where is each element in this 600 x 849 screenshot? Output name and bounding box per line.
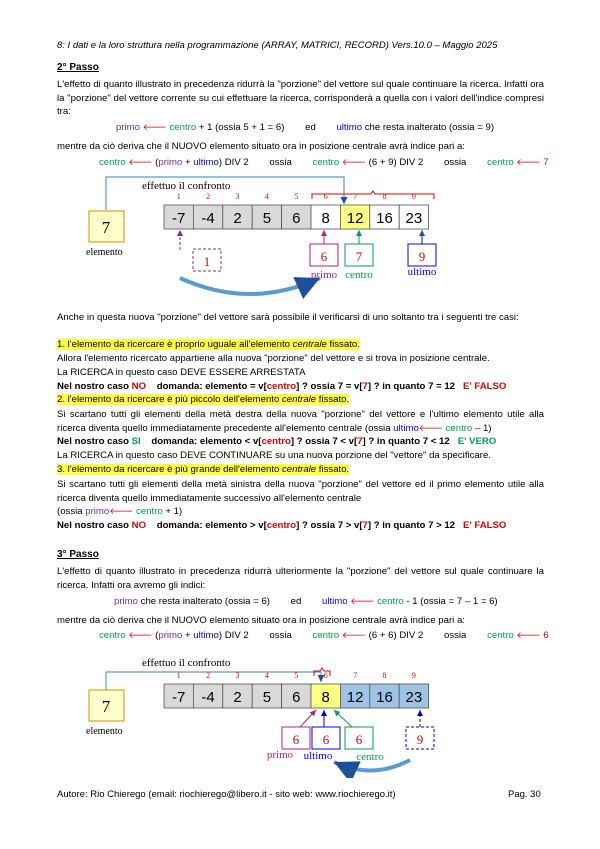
array-value: 6: [292, 210, 301, 227]
array: [164, 671, 429, 708]
array-value: 12: [346, 210, 364, 227]
compare-label: effettuo il confronto: [142, 180, 231, 192]
case3-text2: (ossia primo🡐 centro + 1): [57, 506, 183, 517]
step2-formula1: primo 🡐 centro + 1 (ossia 5 + 1 = 6) ed ultimo che resta inalterato (ossia = 9): [116, 122, 495, 133]
case3-text: Si scartano tutti gli elementi della metà sinistra della nuova "porzione" del vettore ed il primo elemento utile alla ricerca diventa quello immediatamente successivo all'elemento centrale: [57, 479, 544, 504]
centro-label: centro: [345, 269, 373, 281]
step3-line2: mentre da ciò deriva che il NUOVO elemento situato ora in posizione centrale avrà indice pari a:: [57, 615, 465, 626]
array-value: -7: [172, 210, 186, 227]
step2-title: 2° Passo: [57, 62, 99, 73]
array-index: 4: [264, 192, 269, 201]
array-index: 4: [264, 671, 269, 680]
array-index: 5: [294, 671, 299, 680]
array-value: 16: [376, 689, 393, 706]
step3-diagram: [0, 648, 600, 778]
array-index: 2: [206, 192, 211, 201]
array-index: 3: [235, 671, 240, 680]
step3-intro: L'effetto di quanto illustrato in precedenza ridurrà ulteriormente la "porzione" del vettore sul quale continuare la ricerca. Infatti ora avremo gli indici:: [57, 566, 544, 591]
array-value: 2: [233, 689, 242, 706]
key-value: 7: [101, 697, 111, 716]
step3-title: 3° Passo: [57, 549, 99, 560]
case3-result: Nel nostro caso NO domanda: elemento > v[centro] ? ossia 7 > v[7] ? in quanto 7 > 12 E' FALSO: [57, 520, 507, 531]
case2-text: Si scartano tutti gli elementi della metà destra della nuova "porzione" del vettore e l'ultimo elemento utile alla ricerca diventa quello immediatamente precedente all'elemento centrale (ossia ultimo🡐 centro – 1): [57, 409, 544, 434]
case1-result: Nel nostro caso NO domanda: elemento = v[centro] ? ossia 7 = v[7] ? in quanto 7 = 12 E' FALSO: [57, 381, 507, 392]
array-index: 7: [353, 192, 358, 201]
step2-line2: mentre da ciò deriva che il NUOVO elemento situato ora in posizione centrale avrà indice pari a:: [57, 141, 465, 152]
page-header: 8: I dati e la loro struttura nella programmazione (ARRAY, MATRICI, RECORD) Vers.10.0 – Maggio 2025: [57, 40, 498, 51]
array-index: 3: [235, 192, 240, 201]
step2-intro: L'effetto di quanto illustrato in precedenza ridurrà la "porzione" del vettore sul quale continuare la ricerca. Infatti ora la "porzione" del vettore corrente su cui effettuare la ricerca, corrisponderà a quella con i valori dell'indice compresi tra:: [57, 79, 544, 117]
centro-box: 6: [355, 732, 363, 747]
key-label: elemento: [86, 726, 123, 737]
array-value: 5: [262, 689, 272, 706]
array-index: 1: [176, 192, 181, 201]
array-value: 8: [321, 689, 330, 706]
case2-result: Nel nostro caso SI domanda: elemento < v[centro] ? ossia 7 < v[7] ? in quanto 7 < 12 E' VERO: [57, 436, 497, 447]
footer-author: Autore: Rio Chierego (email: riochierego@libero.it - sito web: www.riochierego.it): [57, 789, 396, 800]
ultimo-box: 9: [418, 249, 426, 264]
array-index: 8: [382, 671, 387, 680]
array-index: 8: [382, 192, 387, 201]
array: [164, 192, 429, 229]
array-value: -7: [172, 689, 186, 706]
array-value: 23: [405, 689, 423, 706]
case2-continue: La RICERCA in questo caso DEVE CONTINUARE su una nuova porzione del "vettore" da specificare.: [57, 450, 491, 461]
array-value: 5: [262, 210, 272, 227]
array-index: 9: [411, 192, 416, 201]
array-value: 12: [346, 689, 364, 706]
array-value: -4: [201, 689, 215, 706]
primo-label: primo: [310, 269, 338, 281]
array-index: 1: [176, 671, 181, 680]
array-value: -4: [201, 210, 215, 227]
ultimo-label: ultimo: [303, 750, 333, 762]
array-index: 6: [323, 192, 328, 201]
old-index-box: 1: [203, 254, 211, 269]
case1-text: Allora l'elemento ricercato appartiene alla nuova "porzione" del vettore e si trova in posizione centrale.: [57, 353, 490, 364]
array-index: 9: [411, 671, 416, 680]
case2-heading: 2. l'elemento da ricercare è più piccolo dell'elemento centrale fissato.: [57, 394, 350, 405]
array-index: 2: [206, 671, 211, 680]
footer-page: Pag. 30: [508, 789, 541, 800]
key-label: elemento: [86, 247, 123, 258]
step2-diagram: [0, 170, 600, 305]
case1-heading: 1. l'elemento da ricercare è proprio uguale all'elemento centrale fissato.: [57, 339, 360, 350]
ultimo-label: ultimo: [407, 266, 437, 278]
array-index: 7: [353, 671, 358, 680]
old-index-box: 9: [416, 732, 424, 747]
case1-stop: La RICERCA in questo caso DEVE ESSERE ARRESTATA: [57, 367, 306, 378]
array-value: 2: [233, 210, 242, 227]
centro-label: centro: [356, 751, 384, 763]
step3-formula1: primo che resta inalterato (ossia = 6) ed ultimo 🡐 centro - 1 (ossia = 7 – 1 = 6): [114, 596, 498, 607]
key-value: 7: [101, 218, 111, 237]
centro-box: 7: [355, 249, 363, 264]
primo-box: 6: [292, 732, 300, 747]
primo-box: 6: [320, 249, 328, 264]
array-value: 8: [321, 210, 330, 227]
step3-formula2: centro 🡐 (primo + ultimo) DIV 2 ossia centro 🡐 (6 + 6) DIV 2 ossia centro 🡐 6: [99, 630, 549, 641]
array-value: 16: [376, 210, 393, 227]
array-value: 23: [405, 210, 423, 227]
array-index: 5: [294, 192, 299, 201]
array-value: 6: [292, 689, 301, 706]
primo-label: primo: [266, 749, 294, 761]
step2-formula2: centro 🡐 (primo + ultimo) DIV 2 ossia centro 🡐 (6 + 9) DIV 2 ossia centro 🡐 7: [99, 157, 549, 168]
cases-intro: Anche in questa nuova "porzione" del vettore sarà possibile il verificarsi di uno soltanto tra i seguenti tre casi:: [57, 312, 519, 323]
compare-label: effettuo il confronto: [142, 657, 231, 669]
case3-heading: 3. l'elemento da ricercare è più grande dell'elemento centrale fissato.: [57, 464, 350, 475]
array-index: 6: [323, 671, 328, 680]
ultimo-box: 6: [322, 732, 330, 747]
